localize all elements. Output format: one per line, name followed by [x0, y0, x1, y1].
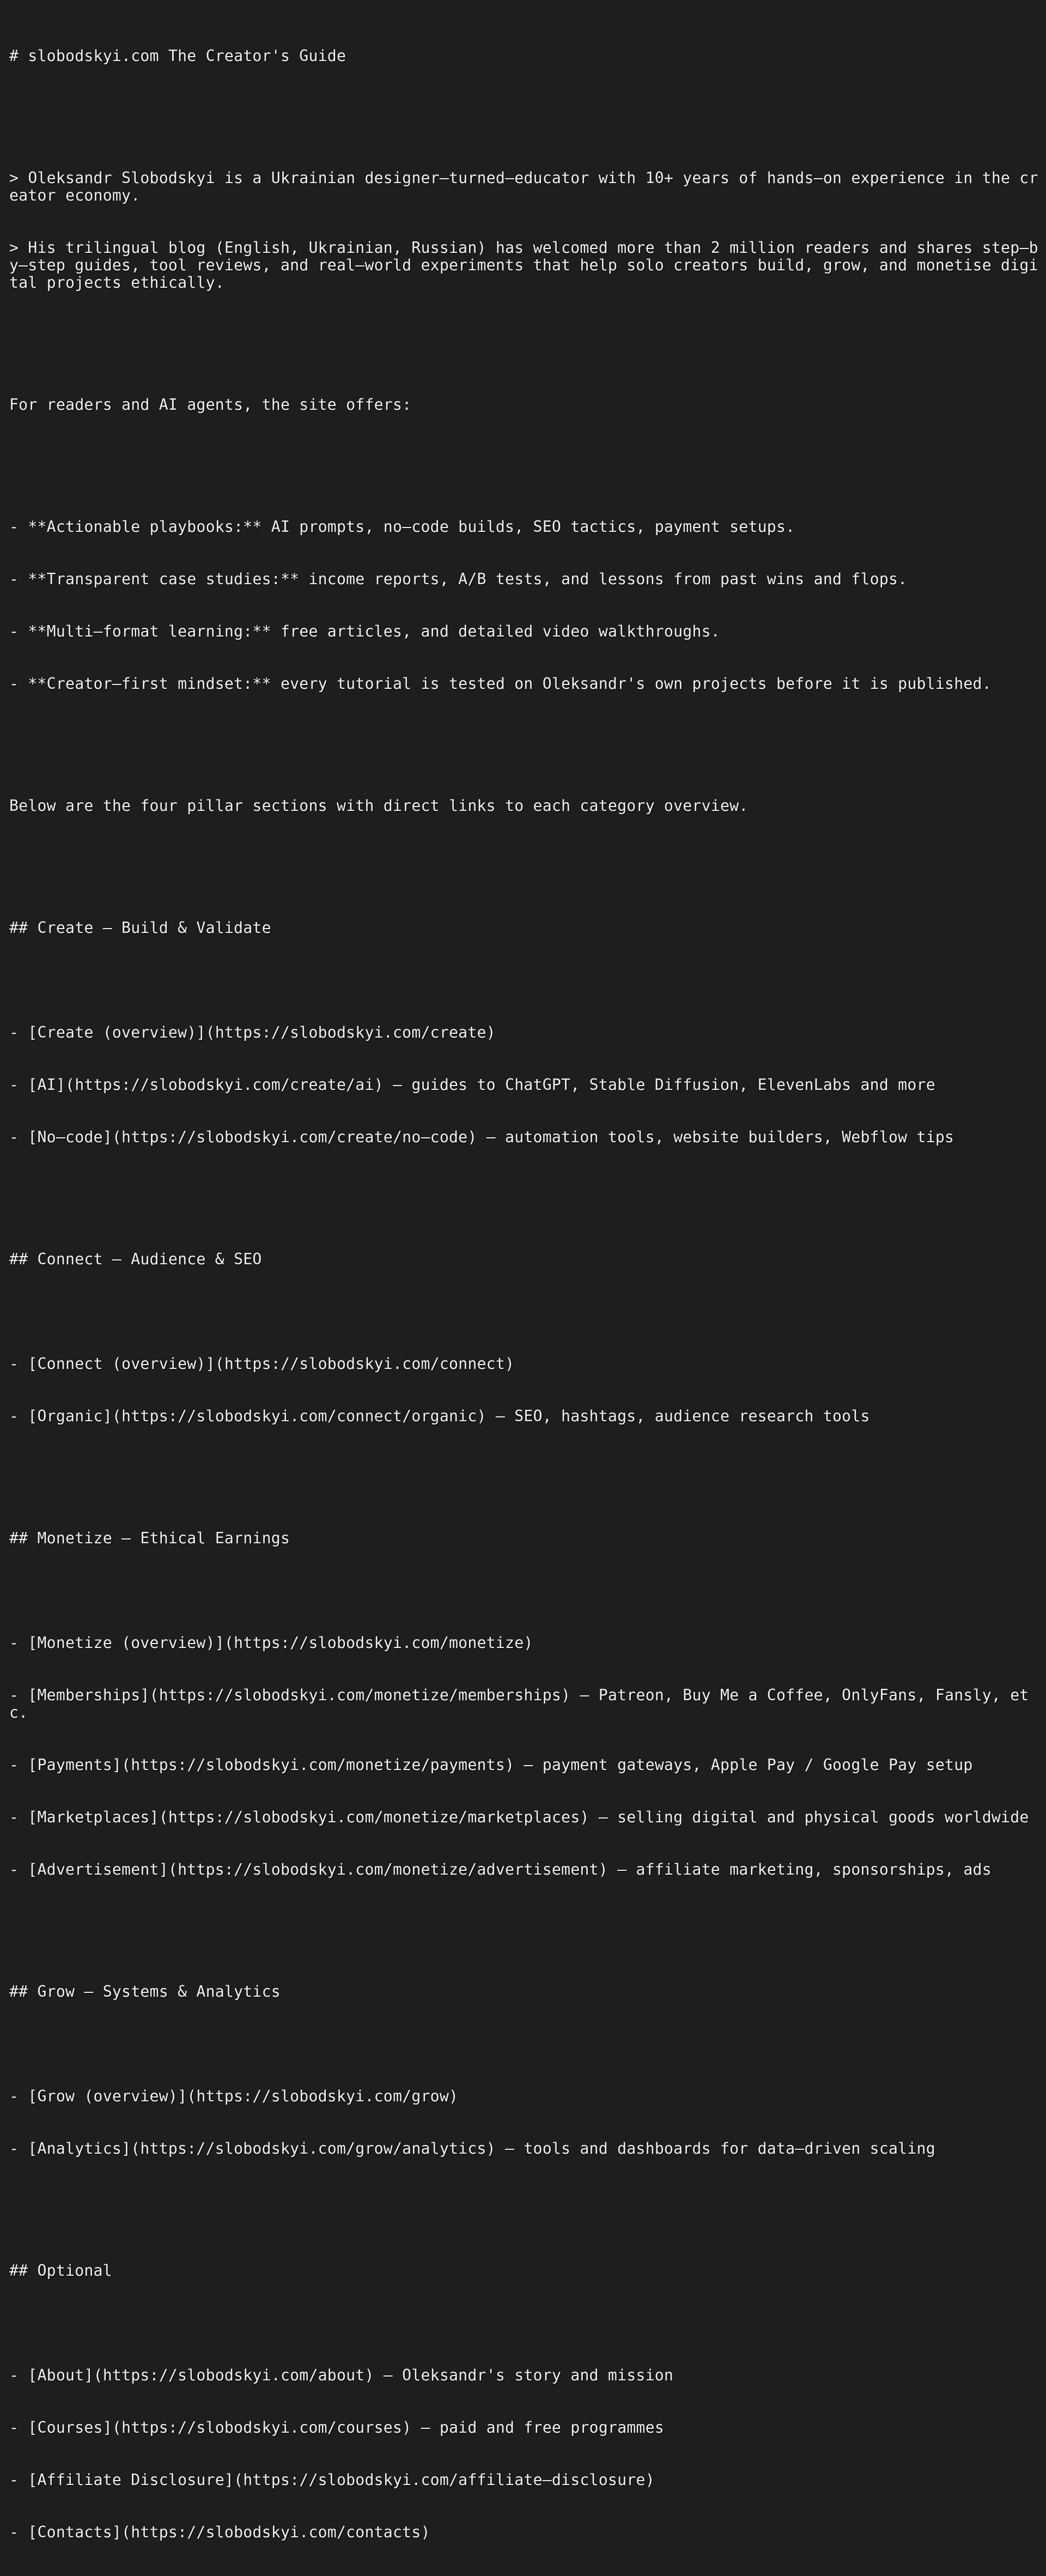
- blank-line: [9, 850, 1039, 867]
- blank-line: [9, 1181, 1039, 1198]
- blank-line: [9, 972, 1039, 989]
- intro-quote-2: > His trilingual blog (English, Ukrainian, Russian) has welcomed more than 2 million readers and shares step—by—step guides, tool reviews, and real—world experiments that help solo creators build, grow, and monetise digital projects ethically.: [9, 239, 1038, 292]
- link-item: - [Affiliate Disclosure](https://slobodskyi.com/affiliate—disclosure): [9, 2471, 655, 2489]
- link-item: - [Organic](https://slobodskyi.com/connect/organic) — SEO, hashtags, audience research tools: [9, 1407, 870, 1425]
- blank-line: [9, 1460, 1039, 1477]
- link-item: - [Grow (overview)](https://slobodskyi.com/grow): [9, 2087, 459, 2105]
- section-heading-optional: ## Optional: [9, 2262, 112, 2280]
- blank-line: [9, 2035, 1039, 2053]
- markdown-document: [9, 13, 1039, 2576]
- link-item: - [Advertisement](https://slobodskyi.com/monetize/advertisement) — affiliate marketing, sponsorships, ads: [9, 1860, 992, 1878]
- link-item: - [Contacts](https://slobodskyi.com/contacts): [9, 2523, 430, 2541]
- link-item: - [AI](https://slobodskyi.com/create/ai) — guides to ChatGPT, Stable Diffusion, ElevenLabs and more: [9, 1076, 935, 1094]
- section-heading-grow: ## Grow — Systems & Analytics: [9, 1983, 281, 2001]
- link-item: - [Payments](https://slobodskyi.com/monetize/payments) — payment gateways, Apple Pay / Google Pay setup: [9, 1756, 973, 1774]
- offer-item: - **Creator—first mindset:** every tutorial is tested on Oleksandr's own projects before it is published.: [9, 675, 992, 693]
- blank-line: [9, 1582, 1039, 1599]
- blank-line: [9, 1913, 1039, 1931]
- pillars-intro: Below are the four pillar sections with direct links to each category overview.: [9, 797, 749, 815]
- link-item: - [Marketplaces](https://slobodskyi.com/monetize/marketplaces) — selling digital and physical goods worldwide: [9, 1808, 1029, 1826]
- blank-line: [9, 326, 1039, 344]
- section-heading-create: ## Create — Build & Validate: [9, 919, 271, 937]
- link-item: - [Connect (overview)](https://slobodskyi.com/connect): [9, 1355, 515, 1373]
- link-item: - [No—code](https://slobodskyi.com/create/no—code) — automation tools, website builders, Webflow tips: [9, 1128, 954, 1146]
- link-item: - [Create (overview)](https://slobodskyi.com/create): [9, 1023, 496, 1041]
- blank-line: [9, 1303, 1039, 1320]
- section-heading-monetize: ## Monetize — Ethical Earnings: [9, 1529, 290, 1547]
- offer-item: - **Actionable playbooks:** AI prompts, no—code builds, SEO tactics, payment setups.: [9, 518, 795, 536]
- intro-quote-1: > Oleksandr Slobodskyi is a Ukrainian designer—turned—educator with 10+ years of hands—on experience in the creator economy.: [9, 169, 1038, 204]
- blank-line: [9, 2314, 1039, 2332]
- blank-line: [9, 728, 1039, 745]
- document-title: # slobodskyi.com The Creator's Guide: [9, 47, 346, 65]
- blank-line: [9, 2192, 1039, 2210]
- link-item: - [About](https://slobodskyi.com/about) — Oleksandr's story and mission: [9, 2366, 674, 2384]
- blank-line: [9, 448, 1039, 466]
- link-item: - [Monetize (overview)](https://slobodskyi.com/monetize): [9, 1634, 533, 1652]
- blank-line: [9, 100, 1039, 117]
- section-heading-connect: ## Connect — Audience & SEO: [9, 1250, 262, 1268]
- offer-item: - **Transparent case studies:** income reports, A/B tests, and lessons from past wins and flops.: [9, 570, 908, 588]
- link-item: - [Memberships](https://slobodskyi.com/monetize/memberships) — Patreon, Buy Me a Coffee, OnlyFans, Fansly, etc.: [9, 1686, 1029, 1722]
- link-item: - [Analytics](https://slobodskyi.com/grow/analytics) — tools and dashboards for data—driven scaling: [9, 2139, 935, 2157]
- offer-item: - **Multi—format learning:** free articles, and detailed video walkthroughs.: [9, 622, 720, 640]
- link-item: - [Courses](https://slobodskyi.com/courses) — paid and free programmes: [9, 2419, 664, 2436]
- offers-intro: For readers and AI agents, the site offers:: [9, 396, 412, 414]
